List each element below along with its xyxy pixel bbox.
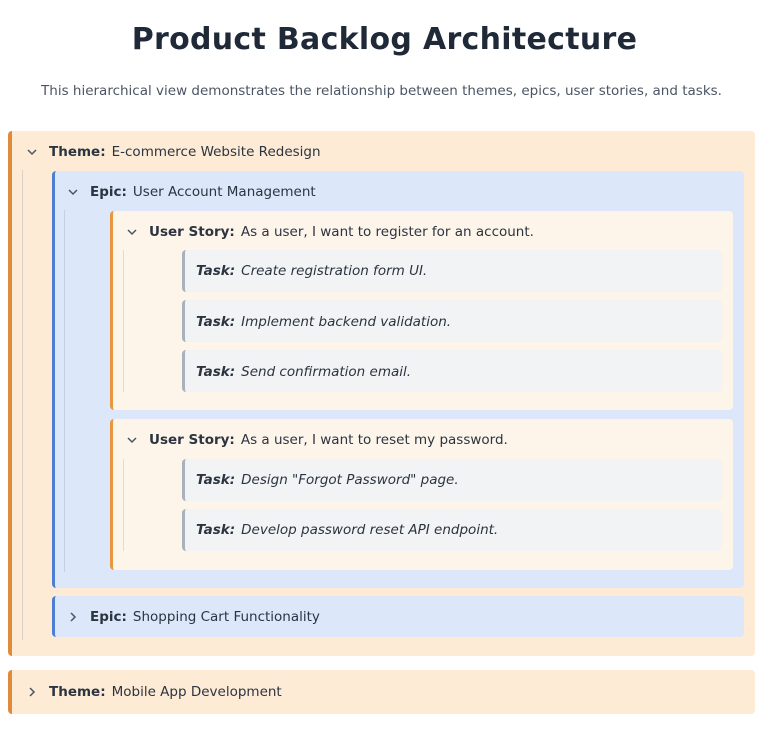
task-label: Task: <box>196 364 236 380</box>
chevron-right-icon <box>25 685 39 699</box>
task-title: Develop password reset API endpoint. <box>241 522 499 538</box>
task-row <box>196 522 498 538</box>
task-row <box>196 263 427 279</box>
epic-header-user-account[interactable] <box>66 184 316 200</box>
page-title: Product Backlog Architecture <box>131 22 638 57</box>
epic-label: Epic: <box>90 609 127 625</box>
story-label: User Story: <box>149 432 235 448</box>
chevron-down-icon <box>25 145 39 159</box>
chevron-down-icon <box>66 185 80 199</box>
task-row <box>196 364 411 380</box>
theme-label: Theme: <box>49 144 106 160</box>
theme-guide-line <box>22 170 23 640</box>
task-label: Task: <box>196 314 236 330</box>
story-label: User Story: <box>149 224 235 240</box>
theme-label: Theme: <box>49 684 106 700</box>
epic-title: Shopping Cart Functionality <box>132 609 320 625</box>
story-header-register[interactable] <box>125 224 534 240</box>
story-title: As a user, I want to reset my password. <box>240 432 508 448</box>
task-row <box>196 472 459 488</box>
page-subtitle: This hierarchical view demonstrates the relationship between themes, epics, user stories, and tasks. <box>41 83 722 99</box>
task-label: Task: <box>196 472 236 488</box>
theme-title: E-commerce Website Redesign <box>111 144 321 160</box>
chevron-down-icon <box>125 433 139 447</box>
story-guide-line <box>123 250 124 392</box>
task-label: Task: <box>196 263 236 279</box>
epic-guide-line <box>64 210 65 572</box>
story-title: As a user, I want to register for an account. <box>240 224 534 240</box>
chevron-down-icon <box>125 225 139 239</box>
theme-header-ecommerce[interactable] <box>25 144 321 160</box>
task-title: Create registration form UI. <box>241 263 428 279</box>
chevron-right-icon <box>66 610 80 624</box>
story-header-reset-password[interactable] <box>125 432 508 448</box>
task-title: Design "Forgot Password" page. <box>241 472 459 488</box>
task-title: Send confirmation email. <box>241 364 412 380</box>
epic-title: User Account Management <box>132 184 316 200</box>
theme-title: Mobile App Development <box>111 684 282 700</box>
epic-label: Epic: <box>90 184 127 200</box>
task-row <box>196 314 451 330</box>
epic-header-shopping-cart[interactable] <box>66 609 320 625</box>
task-title: Implement backend validation. <box>241 314 452 330</box>
theme-header-mobile-app[interactable] <box>25 684 282 700</box>
story-guide-line <box>123 459 124 551</box>
task-label: Task: <box>196 522 236 538</box>
